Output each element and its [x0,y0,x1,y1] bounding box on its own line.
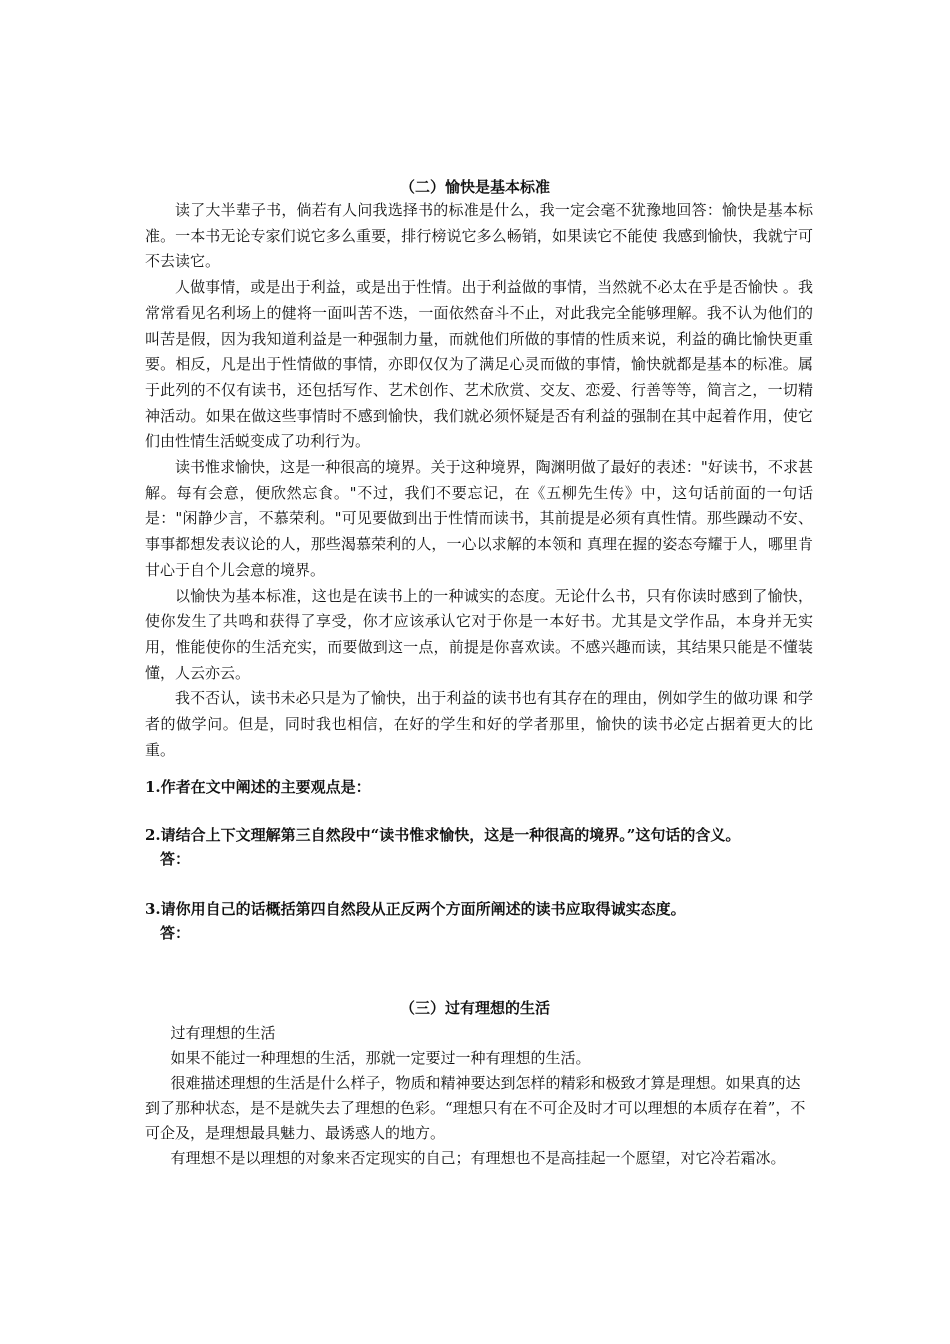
section2-paragraph-3: 读书惟求愉快，这是一种很高的境界。关于这种境界，陶渊明做了最好的表述："好读书，不求甚解。每有会意，便欣然忘食。"不过，我们不要忘记，在《五柳先生传》中，这句话前面的一句话是："闲静少言，不慕荣利。"可见要做到出于性情而读书，其前提是必须有真性情。那些躁动不安、事事都想发表议论的人，那些渴慕荣利的人，一心以求解的本领和 真理在握的姿态夸耀于人，哪里肯甘心于自个儿会意的境界。 [145,458,813,579]
section2-paragraph-2: 人做事情，或是出于利益，或是出于性情。出于利益做的事情，当然就不必太在乎是否愉快 。我常常看见名利场上的健将一面叫苦不迭，一面依然奋斗不止，对此我完全能够理解。我不认为他们的叫苦是假，因为我知道利益是一种强制力量，而就他们所做的事情的性质来说，利益的确比愉快更重要。相反，凡是出于性情做的事情，亦即仅仅为了满足心灵而做的事情，愉快就都是基本的标准。属于此列的不仅有读书，还包括写作、艺术创作、艺术欣赏、交友、恋爱、行善等等，简言之，一切精神活动。如果在做这些事情时不感到愉快，我们就必须怀疑是否有利益的强制在其中起着作用，使它们由性情生活蜕变成了功利行为。 [145,278,813,451]
section3-paragraph-3: 很难描述理想的生活是什么样子，物质和精神要达到怎样的精彩和极致才算是理想。如果真的达到了那种状态，是不是就失去了理想的色彩。“理想只有在不可企及时才可以理想的本质存在着”，不可企及，是理想最具魅力、最诱惑人的地方。 [145,1074,806,1142]
question-2-answer-label: 答： [160,850,191,868]
section3-body [145,1021,813,1171]
question-1 [145,775,825,799]
question-2 [145,823,825,871]
section3-paragraph-4: 有理想不是以理想的对象来否定现实的自己；有理想也不是高挂起一个愿望，对它冷若霜冰。 [170,1149,786,1167]
section3-paragraph-2: 如果不能过一种理想的生活，那就一定要过一种有理想的生活。 [170,1049,591,1067]
question-3 [145,897,825,945]
section3-paragraph-1: 过有理想的生活 [170,1024,276,1042]
section2-paragraph-4: 以愉快为基本标准，这也是在读书上的一种诚实的态度。无论什么书，只有你读时感到了愉快，使你发生了共鸣和获得了享受，你才应该承认它对于你是一本好书。尤其是文学作品，本身并无实用，惟能使你的生活充实，而要做到这一点，前提是你喜欢读。不感兴趣而读，其结果只能是不懂装懂，人云亦云。 [145,586,813,682]
question-2-text: 2.请结合上下文理解第三自然段中“读书惟求愉快，这是一种很高的境界。”这句话的含义。 [145,826,741,844]
section2-body [145,198,813,763]
question-1-text: 1.作者在文中阐述的主要观点是： [145,778,371,796]
section2-paragraph-1: 读了大半辈子书，倘若有人问我选择书的标准是什么，我一定会毫不犹豫地回答：愉快是基本标准。一本书无论专家们说它多么重要，排行榜说它多么畅销，如果读它不能使 我感到愉快，我就宁可不去读它。 [145,201,813,271]
question-3-answer-label: 答： [160,924,191,942]
section2-paragraph-5: 我不否认，读书未必只是为了愉快，出于利益的读书也有其存在的理由，例如学生的做功课 和学者的做学问。但是，同时我也相信，在好的学生和好的学者那里，愉快的读书必定占据着更大的比重。 [145,689,813,759]
section3-title: （三）过有理想的生活 [399,999,550,1017]
section2-title: （二）愉快是基本标准 [399,178,550,196]
question-3-text: 3.请你用自己的话概括第四自然段从正反两个方面所阐述的读书应取得诚实态度。 [145,900,686,918]
